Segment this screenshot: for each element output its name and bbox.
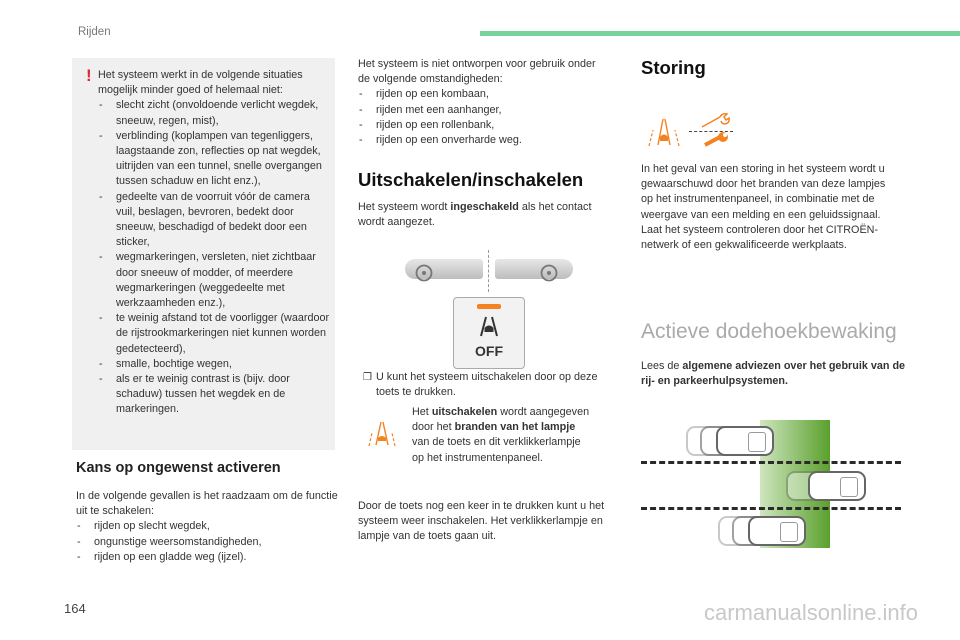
- onoff-paragraph: Het systeem wordt ingeschakeld als het contact wordt aangezet.: [358, 201, 592, 229]
- warning-intro: Het systeem werkt in de volgende situaties mogelijk minder goed of helemaal niet:: [98, 69, 303, 97]
- list-item: - rijden met een aanhanger,: [358, 103, 608, 118]
- list-item: - rijden op een kombaan,: [358, 87, 608, 102]
- list-item: - wegmarkeringen, versleten, niet zichtbaar door sneeuw of modder, of meerdere wegmarkeringen (weggedeelte met werkzaamheden enz.),: [98, 250, 330, 311]
- storing-text: In het geval van een storing in het systeem wordt u gewaarschuwd door het branden van deze lampjes op het instrumentenpaneel, in combinatie met de weergave van een melding en een geluidssignaal. Laat het systeem controleren door het CITROËN-netwerk of een gekwalificeerde werkplaats.: [641, 163, 886, 252]
- instruction-marker-icon: ❒: [363, 372, 372, 383]
- unwanted-intro: In de volgende gevallen is het raadzaam om de functie uit te schakelen:: [76, 490, 338, 518]
- onoff-paragraph-2: Door de toets nog een keer in te drukken kunt u het systeem weer inschakelen. Het verklikkerlampje en lampje van de toets gaan uit.: [358, 500, 605, 543]
- onoff-instruction: ❒ U kunt het systeem uitschakelen door op deze toets te drukken.: [363, 371, 598, 399]
- blindspot-heading: Actieve dodehoekbewaking: [641, 320, 897, 343]
- lane-warning-lamp-icon: [366, 418, 398, 448]
- unwanted-section: [76, 489, 338, 565]
- lane-departure-icon: [474, 314, 504, 338]
- watermark: carmanualsonline.info: [704, 600, 919, 625]
- list-item: - rijden op een onverharde weg.: [358, 133, 608, 148]
- list-item: - te weinig afstand tot de voorligger (waardoor de rijstrookmarkeringen niet kunnen worden gedetecteerd),: [98, 311, 330, 357]
- wrench-icon: [702, 132, 732, 148]
- warning-text: [98, 68, 330, 418]
- list-item: - slecht zicht (onvoldoende verlicht wegdek, sneeuw, regen, mist),: [98, 98, 330, 128]
- car-illustration: [716, 426, 774, 456]
- list-item: - als er te weinig contrast is (bijv. door schaduw) tussen het wegdek en de markeringen.: [98, 372, 330, 418]
- list-item: - verblinding (koplampen van tegenliggers, laagstaande zon, reflecties op nat wegdek, uitrijden van een tunnel, snelle overgangen tussen schaduw en licht enz.),: [98, 129, 330, 190]
- onoff-heading: Uitschakelen/inschakelen: [358, 169, 584, 190]
- wrench-outline-icon: [700, 113, 734, 129]
- warning-list: [98, 98, 330, 417]
- lane-marking: [641, 507, 901, 510]
- list-item: - gedeelte van de voorruit vóór de camera vuil, beslagen, bevroren, bedekt door sneeuw, beschadigd of bedekt door een sticker,: [98, 190, 330, 251]
- list-item: - rijden op slecht wegdek,: [76, 519, 338, 534]
- steering-wheel-icon: [413, 262, 435, 284]
- list-item: - rijden op een rollenbank,: [358, 118, 608, 133]
- lane-warning-lamp-icon: [645, 114, 683, 148]
- warning-box: [72, 58, 335, 450]
- steering-wheel-icon: [538, 262, 560, 284]
- list-item: - ongunstige weersomstandigheden,: [76, 535, 338, 550]
- lane-marking: [641, 461, 901, 464]
- onoff-note: Het uitschakelen wordt aangegeven door het branden van het lampje van de toets en dit verklikkerlampje op het instrumentenpaneel.: [412, 406, 590, 464]
- divider-dashed: [488, 250, 489, 292]
- section-title: Rijden: [78, 26, 111, 38]
- not-designed-section: [358, 57, 608, 148]
- list-item: - smalle, bochtige wegen,: [98, 357, 330, 372]
- list-item: - rijden op een gladde weg (ijzel).: [76, 550, 338, 565]
- not-designed-list: [358, 87, 608, 148]
- unwanted-heading: Kans op ongewenst activeren: [76, 460, 281, 476]
- lane-assist-off-button[interactable]: [453, 297, 525, 369]
- header-accent-bar: [480, 31, 960, 36]
- off-label: OFF: [475, 343, 503, 359]
- not-designed-intro: Het systeem is niet ontworpen voor gebruik onder de volgende omstandigheden:: [358, 58, 596, 86]
- car-illustration: [808, 471, 866, 501]
- page-number: 164: [64, 601, 86, 616]
- storing-heading: Storing: [641, 57, 706, 78]
- unwanted-list: [76, 519, 338, 565]
- blindspot-paragraph: Lees de algemene adviezen over het gebruik van de rij- en parkeerhulpsystemen.: [641, 360, 906, 388]
- warning-icon: !: [86, 66, 92, 85]
- mirror-right-illustration: [495, 259, 573, 279]
- button-lamp: [477, 304, 501, 309]
- car-illustration: [748, 516, 806, 546]
